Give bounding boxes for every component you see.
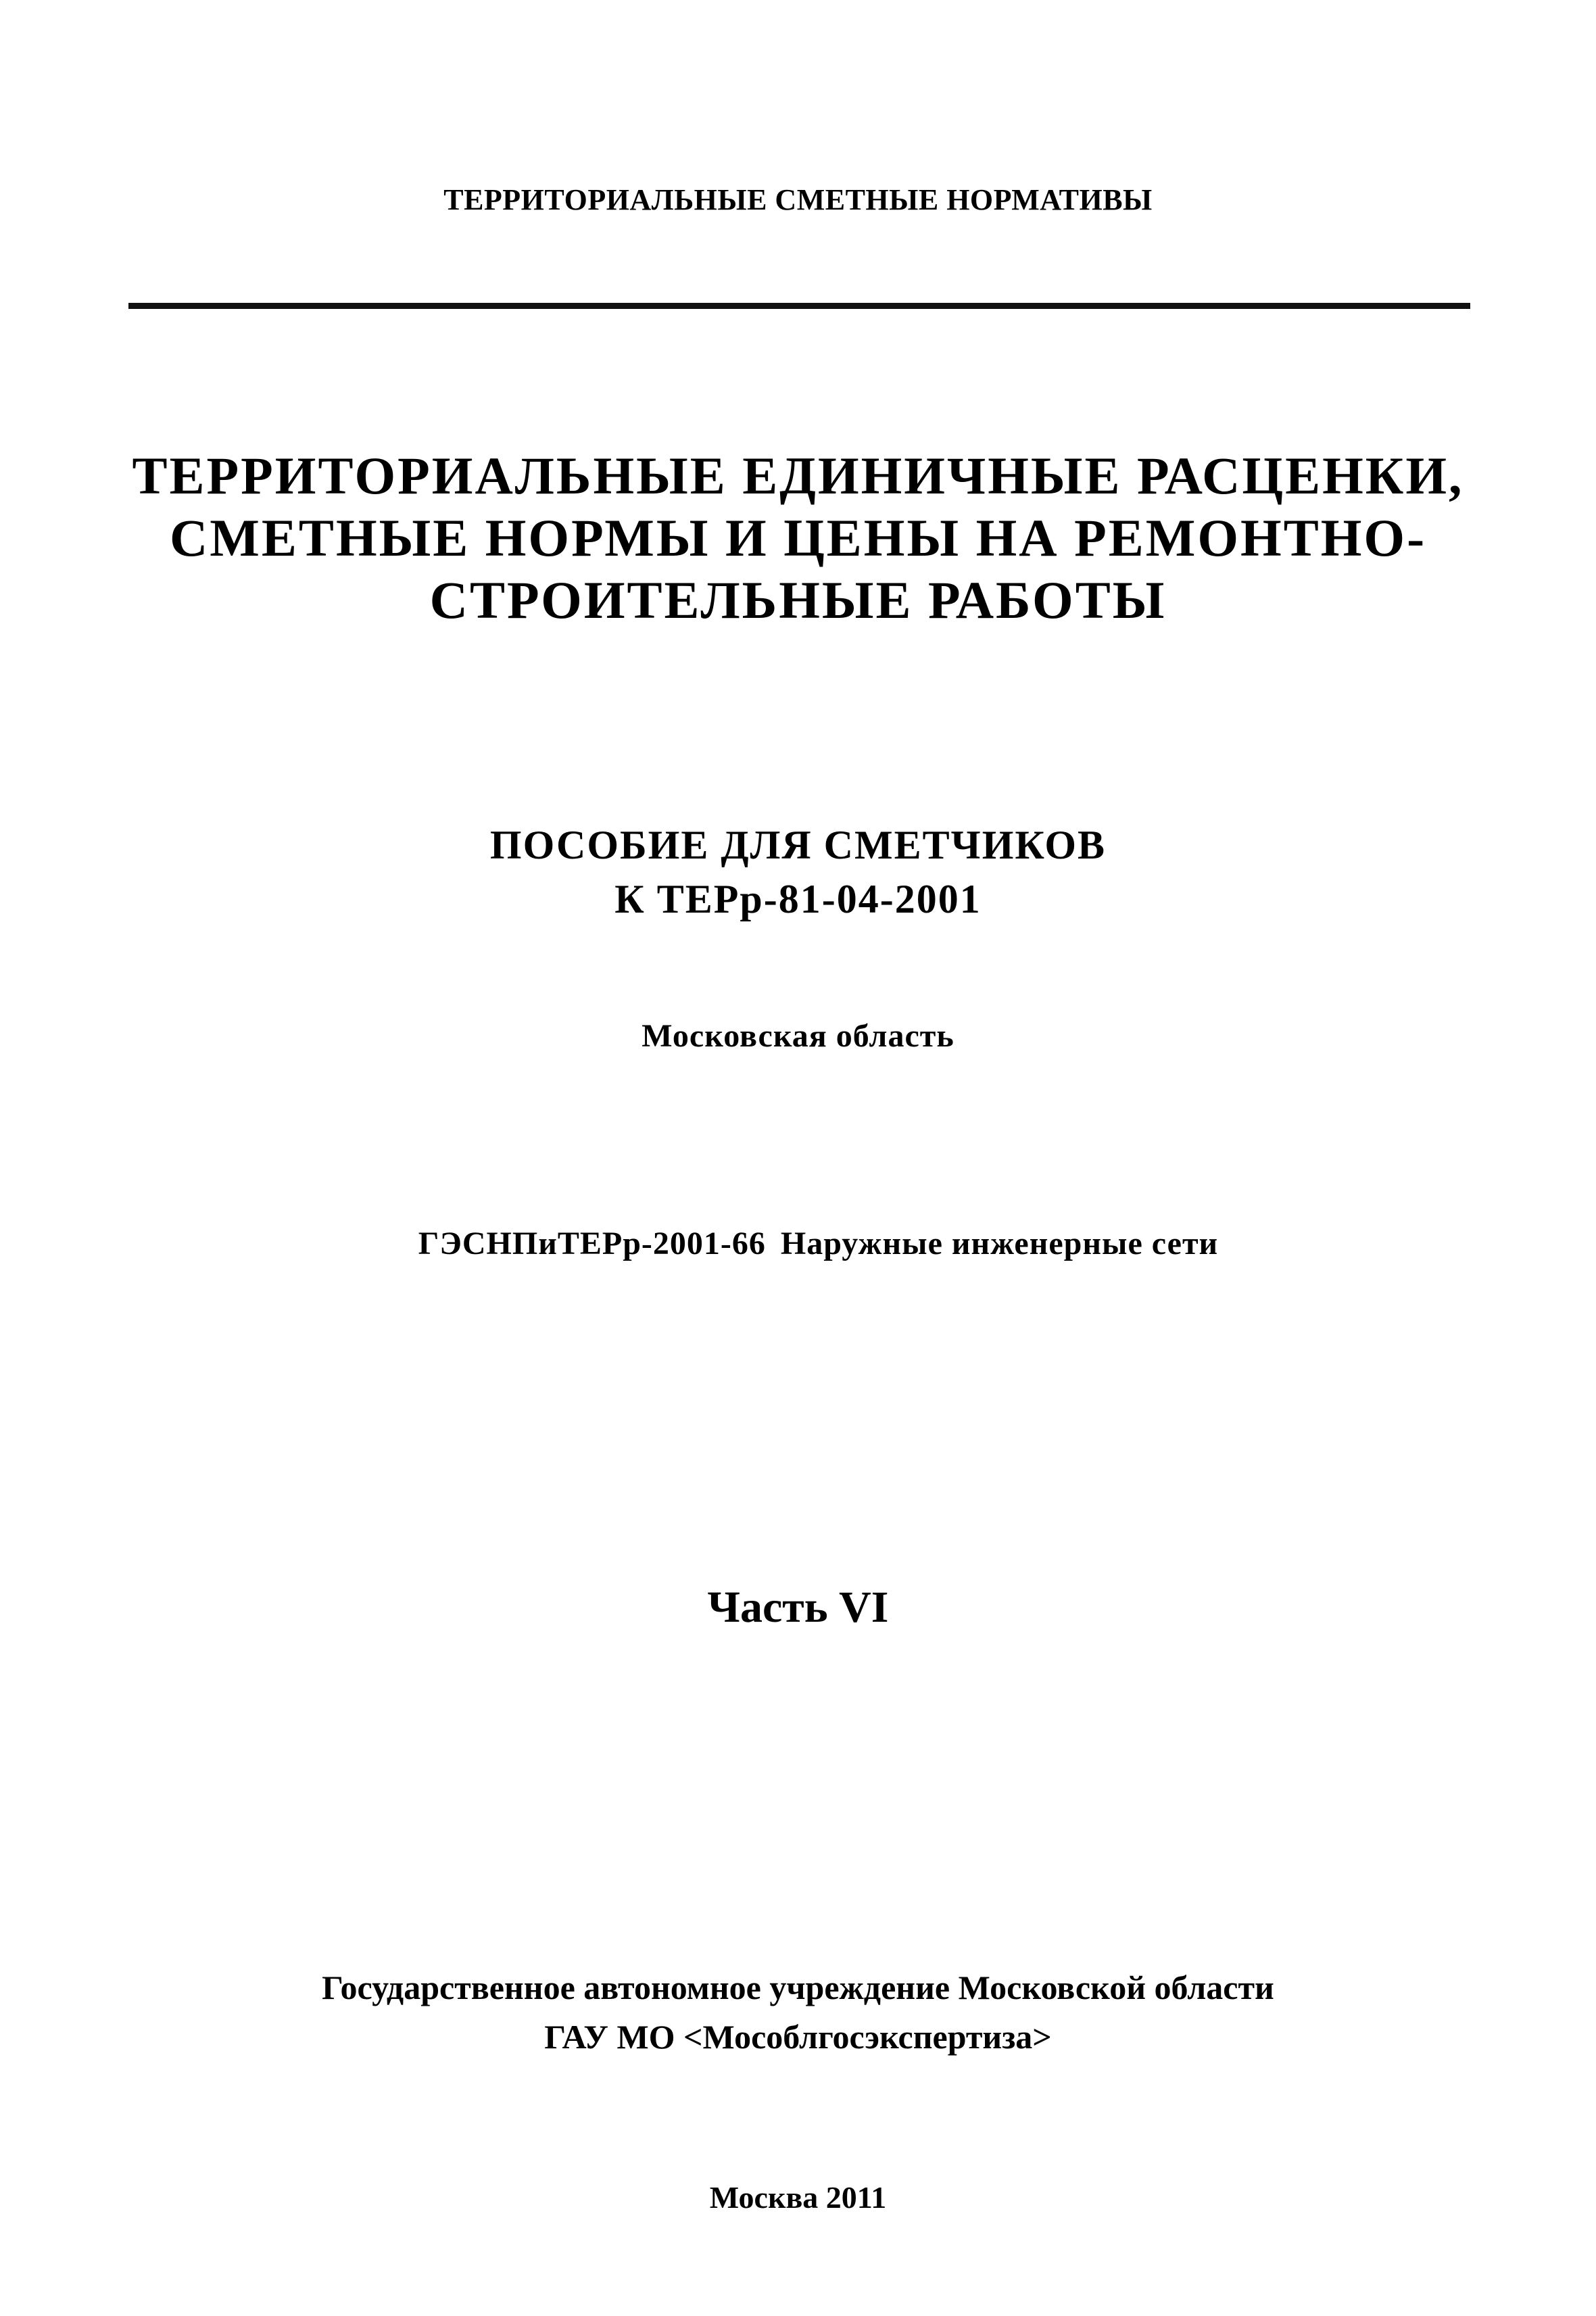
document-subtitle-line-2: К ТЕРр-81-04-2001 [614, 877, 982, 921]
part-number: Часть VI [707, 1583, 889, 1632]
document-subtitle-line-1: ПОСОБИЕ ДЛЯ СМЕТЧИКОВ [489, 823, 1107, 867]
series-name: Наружные инженерные сети [780, 1226, 1219, 1261]
document-title-line-2: СМЕТНЫЕ НОРМЫ И ЦЕНЫ НА РЕМОНТНО- [169, 508, 1427, 567]
header-divider [128, 303, 1470, 309]
document-title-line-1: ТЕРРИТОРИАЛЬНЫЕ ЕДИНИЧНЫЕ РАСЦЕНКИ, [132, 446, 1464, 505]
region-label: Московская область [642, 1018, 954, 1054]
series-designation [0, 1225, 1596, 1262]
series-code: ГЭСНПиТЕРр-2001-66 [418, 1226, 766, 1261]
series-header: ТЕРРИТОРИАЛЬНЫЕ СМЕТНЫЕ НОРМАТИВЫ [443, 183, 1153, 216]
imprint-city-year: Москва 2011 [709, 2180, 887, 2215]
publisher-line-1: Государственное автономное учреждение Московской области [322, 1969, 1274, 2006]
document-title-line-3: СТРОИТЕЛЬНЫЕ РАБОТЫ [429, 571, 1167, 629]
publisher-line-2: ГАУ МО <Мособлгосэкспертиза> [544, 2018, 1052, 2056]
